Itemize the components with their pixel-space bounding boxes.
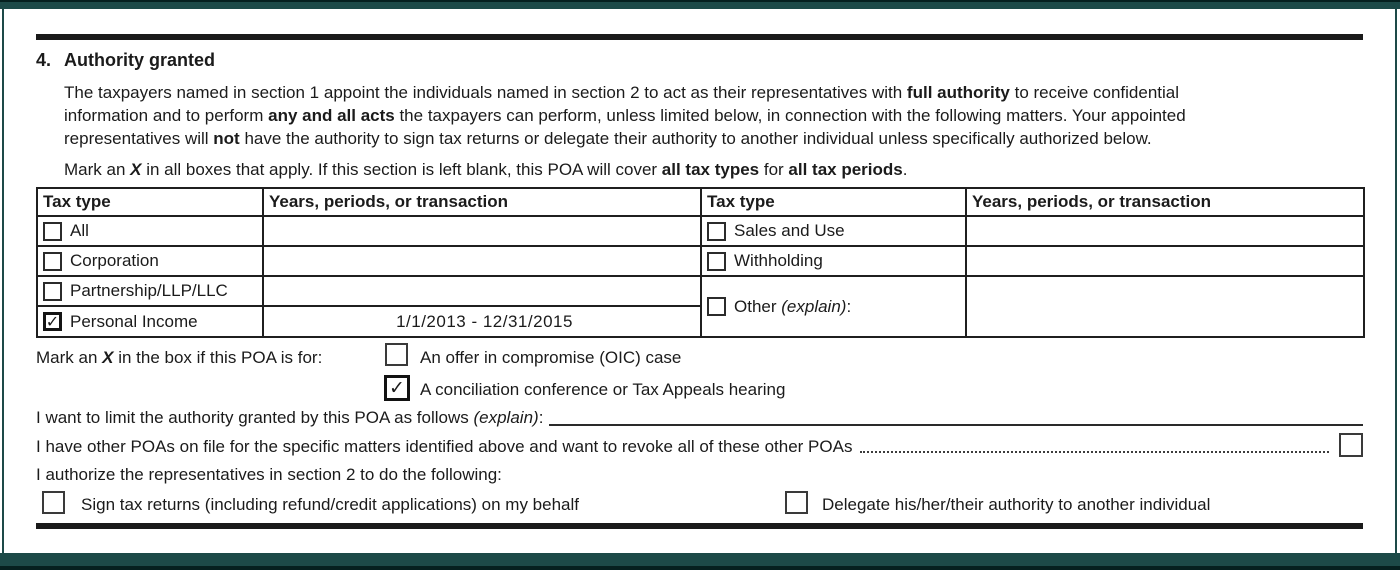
revoke-other-poas-text: I have other POAs on file for the specific matters identified above and want to revoke all of these other POAs <box>36 437 853 456</box>
years-field-all[interactable] <box>263 216 701 246</box>
label-corporation: Corporation <box>70 251 159 270</box>
checkbox-all[interactable] <box>43 222 62 241</box>
authority-paragraph <box>64 81 1186 150</box>
header-years-right: Years, periods, or transaction <box>966 188 1364 216</box>
years-field-corporation[interactable] <box>263 246 701 276</box>
label-sales-and-use: Sales and Use <box>734 221 845 240</box>
section-divider-top <box>36 34 1363 40</box>
paragraph-line-3: representatives will not have the authority to sign tax returns or delegate their authority to another individual unless specifically authorized below. <box>64 129 1152 148</box>
header-tax-type-right: Tax type <box>701 188 966 216</box>
checkbox-corporation[interactable] <box>43 252 62 271</box>
label-conciliation-conference: A conciliation conference or Tax Appeals hearing <box>420 380 786 399</box>
explain-input-line[interactable] <box>549 414 1363 426</box>
label-all: All <box>70 221 89 240</box>
years-field-partnership[interactable] <box>263 276 701 306</box>
page-frame-left <box>2 8 4 554</box>
checkbox-revoke-other-poas[interactable] <box>1339 433 1363 457</box>
mark-all-boxes-instruction: Mark an X in all boxes that apply. If this section is left blank, this POA will cover all tax types for all tax periods. <box>64 160 908 179</box>
revoke-other-poas-line <box>36 433 1363 457</box>
label-withholding: Withholding <box>734 251 823 270</box>
label-other: Other (explain): <box>734 296 852 316</box>
label-partnership-llp-llc: Partnership/LLP/LLC <box>70 281 228 300</box>
paragraph-line-2: information and to perform any and all acts the taxpayers can perform, unless limited below, in connection with the following matters. Your appointed <box>64 106 1186 125</box>
checkbox-sign-tax-returns[interactable] <box>42 491 65 514</box>
checkbox-withholding[interactable] <box>707 252 726 271</box>
years-field-withholding[interactable] <box>966 246 1364 276</box>
label-personal-income: Personal Income <box>70 311 198 331</box>
authorize-heading: I authorize the representatives in section 2 to do the following: <box>36 465 502 484</box>
checkbox-partnership-llp-llc[interactable] <box>43 282 62 301</box>
years-field-personal-income[interactable]: 1/1/2013 - 12/31/2015 <box>263 306 701 337</box>
poa-for-instruction: Mark an X in the box if this POA is for: <box>36 348 323 367</box>
page-frame-right <box>1395 8 1397 554</box>
limit-authority-text: I want to limit the authority granted by this POA as follows (explain): <box>36 408 544 427</box>
checkbox-personal-income[interactable]: ✓ <box>43 312 62 331</box>
tax-type-table <box>36 187 1365 338</box>
header-years-left: Years, periods, or transaction <box>263 188 701 216</box>
dotted-leader <box>860 441 1329 453</box>
paragraph-line-1: The taxpayers named in section 1 appoint the individuals named in section 2 to act as their representatives with full authority to receive confidential <box>64 83 1180 102</box>
checkbox-delegate-authority[interactable] <box>785 491 808 514</box>
years-field-other[interactable] <box>966 276 1364 337</box>
section-title: Authority granted <box>64 50 215 70</box>
label-delegate-authority: Delegate his/her/their authority to another individual <box>822 495 1211 514</box>
label-oic-case: An offer in compromise (OIC) case <box>420 348 682 367</box>
checkbox-conciliation-conference[interactable]: ✓ <box>384 375 410 401</box>
section-4-content <box>36 0 1363 570</box>
section-divider-bottom <box>36 523 1363 529</box>
label-sign-tax-returns: Sign tax returns (including refund/credit applications) on my behalf <box>81 495 579 514</box>
section-number: 4. <box>36 50 52 70</box>
checkbox-oic-case[interactable] <box>385 343 408 366</box>
header-tax-type-left: Tax type <box>37 188 263 216</box>
years-field-sales-and-use[interactable] <box>966 216 1364 246</box>
checkbox-other[interactable] <box>707 297 726 316</box>
limit-authority-line <box>36 406 1363 428</box>
section-heading <box>36 50 215 71</box>
checkbox-sales-and-use[interactable] <box>707 222 726 241</box>
